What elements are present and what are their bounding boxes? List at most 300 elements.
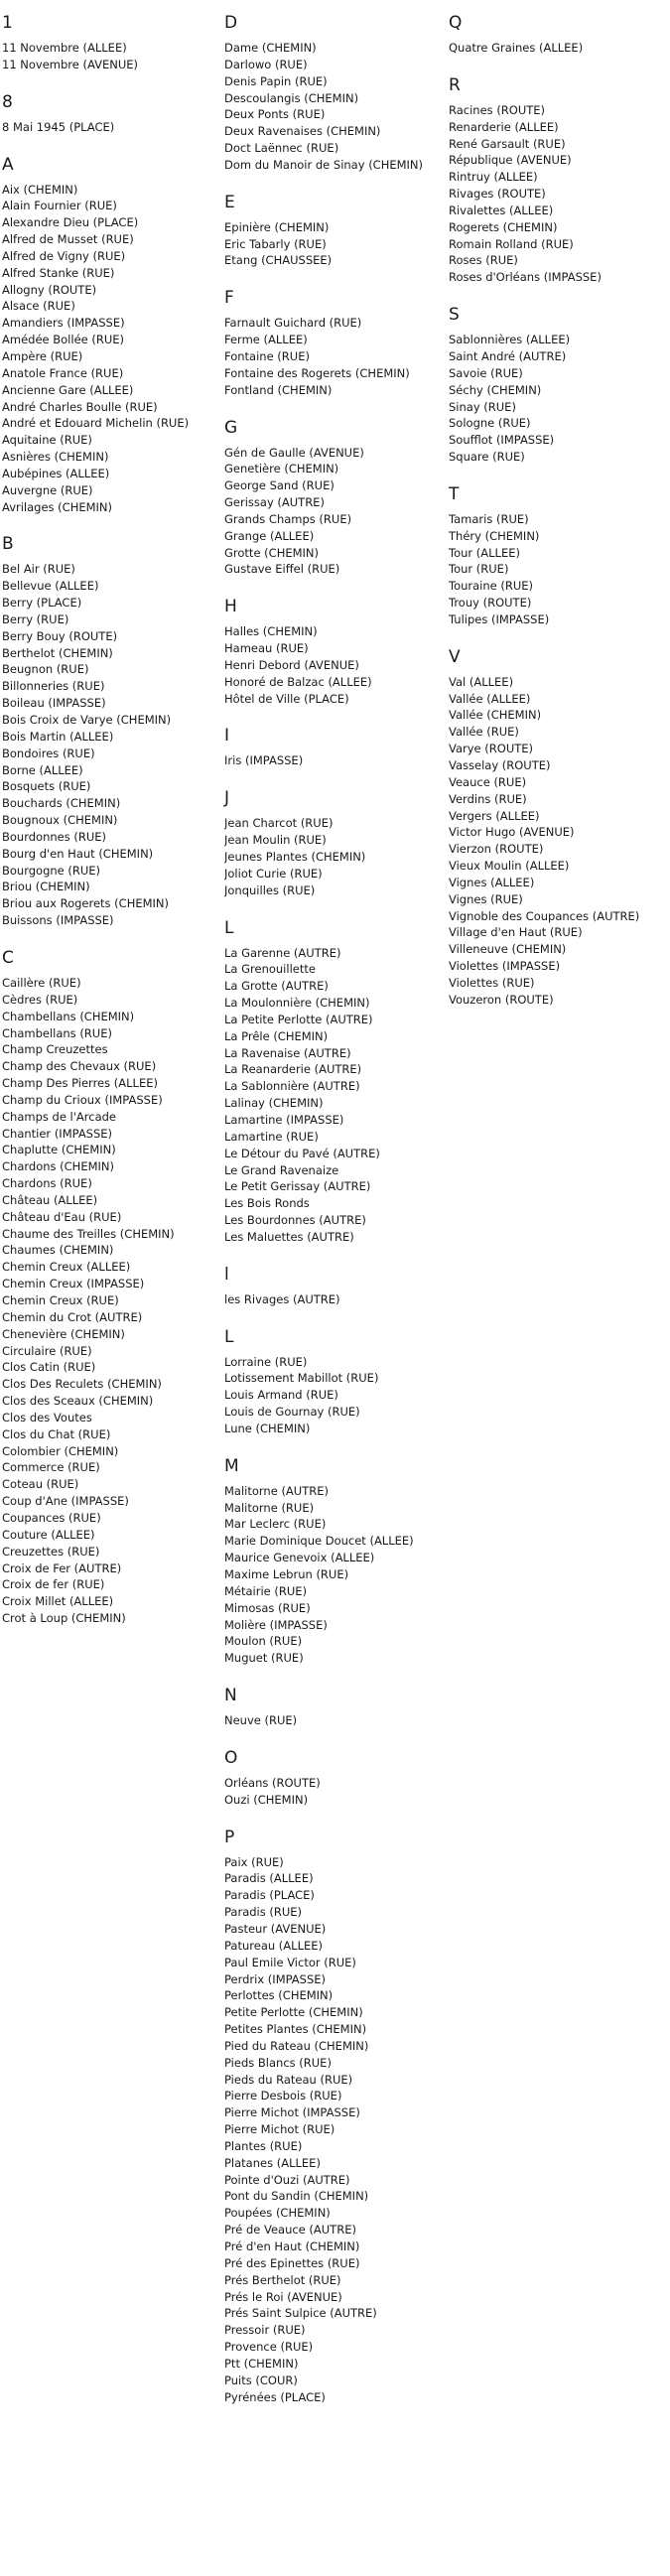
street-entry: Vallée (CHEMIN)	[449, 708, 542, 723]
street-entry: Lune (CHEMIN)	[224, 1421, 311, 1435]
street-entry: Lamartine (RUE)	[224, 1129, 319, 1144]
street-list	[224, 445, 443, 579]
letter-section	[224, 1455, 443, 1667]
section-letter-heading: S	[449, 305, 460, 326]
street-entry: Verdins (RUE)	[449, 791, 527, 806]
street-entry: Pointe d'Ouzi (AUTRE)	[224, 2172, 350, 2187]
street-entry: 11 Novembre (ALLEE)	[2, 41, 127, 55]
street-entry: Chaplutte (CHEMIN)	[2, 1143, 116, 1157]
street-entry: Platanes (ALLEE)	[224, 2155, 321, 2170]
street-entry: Square (RUE)	[449, 450, 525, 465]
letter-section	[224, 1747, 443, 1809]
street-entry: Chaumes (CHEMIN)	[2, 1243, 114, 1258]
street-entry: La Grotte (AUTRE)	[224, 979, 329, 994]
street-entry: Colombier (CHEMIN)	[2, 1443, 119, 1458]
street-entry: Vasselay (ROUTE)	[449, 758, 551, 772]
street-list	[224, 1483, 443, 1667]
street-entry: Gerissay (AUTRE)	[224, 495, 325, 510]
street-entry: Ferme (ALLEE)	[224, 333, 308, 347]
street-entry: Circulaire (RUE)	[2, 1343, 92, 1358]
section-letter-heading: F	[224, 288, 234, 309]
section-letter-heading: V	[449, 646, 461, 667]
street-entry: Violettes (RUE)	[449, 975, 535, 990]
street-entry: Croix Millet (ALLEE)	[2, 1594, 114, 1609]
street-entry: Les Bourdonnes (AUTRE)	[224, 1213, 366, 1228]
street-entry: Clos des Sceaux (CHEMIN)	[2, 1394, 154, 1409]
street-entry: Auvergne (RUE)	[2, 482, 93, 497]
street-entry: Mar Leclerc (RUE)	[224, 1517, 327, 1532]
street-list	[449, 40, 669, 57]
street-list	[224, 1712, 443, 1729]
street-entry: Coupances (RUE)	[2, 1510, 101, 1525]
street-entry: René Garsault (RUE)	[449, 136, 566, 151]
street-entry: Creuzettes (RUE)	[2, 1544, 100, 1559]
street-entry: Le Petit Gerissay (AUTRE)	[224, 1179, 371, 1194]
letter-section	[224, 287, 443, 398]
street-entry: La Reanarderie (AUTRE)	[224, 1062, 362, 1077]
letter-section	[2, 947, 218, 1627]
street-entry: Romain Rolland (RUE)	[449, 236, 574, 251]
street-entry: Briou aux Rogerets (CHEMIN)	[2, 896, 170, 911]
section-letter-heading: P	[224, 1827, 235, 1847]
street-entry: Bois Croix de Varye (CHEMIN)	[2, 713, 172, 727]
street-entry: Avrilages (CHEMIN)	[2, 499, 113, 514]
street-entry: Pierre Michot (IMPASSE)	[224, 2105, 360, 2120]
street-entry: Victor Hugo (AVENUE)	[449, 825, 575, 840]
street-entry: Allogny (ROUTE)	[2, 282, 97, 297]
street-entry: Sablonnières (ALLEE)	[449, 333, 571, 347]
street-entry: Doct Laënnec (RUE)	[224, 141, 339, 156]
street-entry: Epinière (CHEMIN)	[224, 219, 330, 234]
street-entry: Grotte (CHEMIN)	[224, 545, 320, 560]
street-entry: Savoie (RUE)	[449, 365, 523, 380]
street-entry: Lamartine (IMPASSE)	[224, 1112, 344, 1127]
street-entry: Pont du Sandin (CHEMIN)	[224, 2189, 369, 2204]
street-entry: Chemin Creux (ALLEE)	[2, 1260, 131, 1275]
street-entry: Alfred de Vigny (RUE)	[2, 248, 126, 263]
street-entry: La Grenouillette	[224, 962, 316, 977]
street-entry: Aquitaine (RUE)	[2, 433, 92, 448]
street-entry: La Sablonnière (AUTRE)	[224, 1079, 360, 1094]
street-entry: Racines (ROUTE)	[449, 102, 546, 117]
street-entry: Rintruy (ALLEE)	[449, 170, 538, 185]
street-entry: Clos du Chat (RUE)	[2, 1426, 111, 1441]
street-entry: Berry (PLACE)	[2, 596, 82, 610]
street-entry: Métairie (RUE)	[224, 1583, 308, 1598]
street-entry: Farnault Guichard (RUE)	[224, 316, 362, 331]
street-entry: Joliot Curie (RUE)	[224, 866, 323, 881]
street-entry: Buissons (IMPASSE)	[2, 913, 114, 928]
letter-section	[2, 533, 218, 929]
section-letter-heading: D	[224, 13, 238, 33]
street-entry: Chemin Creux (RUE)	[2, 1293, 119, 1307]
street-entry: Vergers (ALLEE)	[449, 808, 540, 823]
letter-section	[224, 596, 443, 707]
street-entry: George Sand (RUE)	[224, 478, 335, 493]
street-list	[2, 182, 218, 516]
street-entry: Muguet (RUE)	[224, 1651, 304, 1666]
letter-section	[224, 417, 443, 579]
street-entry: Vallée (RUE)	[449, 725, 519, 740]
street-entry: Jean Charcot (RUE)	[224, 816, 334, 831]
street-entry: Crot à Loup (CHEMIN)	[2, 1611, 126, 1626]
street-entry: Berry Bouy (ROUTE)	[2, 628, 118, 643]
street-entry: Chambellans (CHEMIN)	[2, 1009, 135, 1023]
street-entry: La Ravenaise (AUTRE)	[224, 1045, 351, 1060]
street-entry: Rivages (ROUTE)	[449, 187, 546, 202]
street-list	[224, 219, 443, 270]
section-letter-heading: I	[224, 726, 230, 746]
street-list	[224, 752, 443, 769]
street-entry: Couture (ALLEE)	[2, 1527, 95, 1542]
street-entry: Violettes (IMPASSE)	[449, 959, 561, 974]
letter-section	[224, 917, 443, 1246]
street-entry: Bourdonnes (RUE)	[2, 829, 107, 844]
street-entry: Genetière (CHEMIN)	[224, 462, 339, 476]
street-entry: Jeunes Plantes (CHEMIN)	[224, 850, 366, 864]
street-entry: Paradis (RUE)	[224, 1905, 303, 1920]
section-letter-heading: J	[224, 788, 230, 809]
street-list	[2, 975, 218, 1627]
street-entry: Neuve (RUE)	[224, 1713, 298, 1728]
street-entry: André Charles Boulle (RUE)	[2, 399, 158, 414]
street-entry: Cèdres (RUE)	[2, 992, 78, 1007]
street-entry: André et Edouard Michelin (RUE)	[2, 416, 190, 431]
street-entry: La Moulonnière (CHEMIN)	[224, 996, 370, 1011]
street-entry: Roses (RUE)	[449, 253, 518, 268]
street-list	[224, 623, 443, 707]
street-entry: Henri Debord (AVENUE)	[224, 657, 359, 672]
street-list	[224, 1354, 443, 1437]
street-entry: Champ des Chevaux (RUE)	[2, 1059, 157, 1074]
street-entry: Chaume des Treilles (CHEMIN)	[2, 1226, 175, 1241]
street-entry: Ancienne Gare (ALLEE)	[2, 382, 134, 397]
street-list	[2, 119, 218, 136]
street-entry: Descoulangis (CHEMIN)	[224, 90, 359, 105]
street-entry: Paix (RUE)	[224, 1854, 284, 1869]
street-entry: Champ Creuzettes	[2, 1042, 108, 1057]
street-entry: Mimosas (RUE)	[224, 1600, 311, 1615]
street-entry: Vignoble des Coupances (AUTRE)	[449, 908, 640, 923]
section-letter-heading: O	[224, 1747, 238, 1768]
street-entry: Bougnoux (CHEMIN)	[2, 813, 118, 828]
street-list	[449, 674, 669, 1009]
street-entry: Croix de Fer (AUTRE)	[2, 1560, 122, 1575]
street-entry: Sologne (RUE)	[449, 416, 531, 431]
letter-section	[449, 483, 669, 628]
street-entry: Paradis (ALLEE)	[224, 1871, 314, 1886]
street-entry: Berry (RUE)	[2, 611, 69, 626]
street-entry: Deux Ravenaises (CHEMIN)	[224, 124, 381, 139]
street-entry: Bosquets (RUE)	[2, 779, 91, 794]
section-letter-heading: R	[449, 74, 461, 95]
street-entry: Marie Dominique Doucet (ALLEE)	[224, 1534, 414, 1549]
street-entry: Fontaine (RUE)	[224, 348, 310, 363]
section-letter-heading: 8	[2, 91, 13, 112]
street-entry: Iris (IMPASSE)	[224, 753, 304, 768]
street-entry: Lotissement Mabillot (RUE)	[224, 1371, 379, 1386]
street-entry: Caillère (RUE)	[2, 975, 81, 990]
street-entry: Soufflot (IMPASSE)	[449, 433, 555, 448]
street-list	[449, 102, 669, 286]
street-entry: Pré de Veauce (AUTRE)	[224, 2223, 356, 2237]
street-entry: Ouzi (CHEMIN)	[224, 1792, 309, 1807]
street-entry: Chardons (CHEMIN)	[2, 1159, 114, 1174]
street-entry: Malitorne (AUTRE)	[224, 1483, 329, 1498]
street-entry: Chemin Creux (IMPASSE)	[2, 1277, 145, 1291]
section-letter-heading: H	[224, 597, 237, 617]
street-entry: Alfred de Musset (RUE)	[2, 232, 134, 247]
street-entry: Asnières (CHEMIN)	[2, 450, 109, 465]
street-entry: Grands Champs (RUE)	[224, 511, 352, 526]
street-entry: Dom du Manoir de Sinay (CHEMIN)	[224, 157, 424, 172]
street-entry: Champ du Crioux (IMPASSE)	[2, 1092, 163, 1107]
street-entry: Paradis (PLACE)	[224, 1888, 315, 1903]
street-entry: Pressoir (RUE)	[224, 2323, 306, 2338]
street-entry: Provence (RUE)	[224, 2340, 314, 2355]
street-entry: Borne (ALLEE)	[2, 762, 83, 777]
section-letter-heading: B	[2, 534, 14, 555]
letter-section	[224, 1326, 443, 1437]
street-entry: Billonneries (RUE)	[2, 679, 105, 694]
street-entry: Clos Catin (RUE)	[2, 1360, 96, 1375]
street-list	[2, 40, 218, 73]
street-entry: Amédée Bollée (RUE)	[2, 333, 125, 347]
letter-section	[224, 12, 443, 174]
street-list	[2, 561, 218, 929]
letter-section	[224, 725, 443, 769]
street-entry: Vallée (ALLEE)	[449, 691, 531, 706]
street-index-column-2	[224, 0, 443, 2423]
street-entry: Touraine (RUE)	[449, 579, 534, 594]
section-letter-heading: T	[449, 483, 460, 504]
street-entry: Poupées (CHEMIN)	[224, 2206, 331, 2221]
street-entry: Théry (CHEMIN)	[449, 528, 540, 543]
street-entry: Village d'en Haut (RUE)	[449, 925, 583, 940]
street-entry: Moulon (RUE)	[224, 1634, 303, 1649]
street-entry: Le Détour du Pavé (AUTRE)	[224, 1146, 380, 1160]
section-letter-heading: N	[224, 1686, 237, 1706]
letter-section	[224, 1264, 443, 1308]
street-list	[224, 945, 443, 1246]
street-entry: Château d'Eau (RUE)	[2, 1209, 122, 1224]
street-entry: Chemin du Crot (AUTRE)	[2, 1309, 143, 1324]
street-list	[449, 511, 669, 628]
street-entry: 11 Novembre (AVENUE)	[2, 57, 139, 71]
street-entry: Grange (ALLEE)	[224, 528, 315, 543]
section-letter-heading: M	[224, 1455, 239, 1476]
street-entry: Deux Ponts (RUE)	[224, 107, 326, 122]
street-index-column-1	[2, 0, 218, 1645]
street-entry: Ampère (RUE)	[2, 348, 83, 363]
street-entry: les Rivages (AUTRE)	[224, 1291, 340, 1306]
street-entry: Alain Fournier (RUE)	[2, 199, 117, 213]
section-letter-heading: Q	[449, 13, 463, 33]
street-entry: Jonquilles (RUE)	[224, 882, 316, 897]
street-entry: Honoré de Balzac (ALLEE)	[224, 674, 372, 689]
street-entry: Chambellans (RUE)	[2, 1025, 112, 1040]
letter-section	[2, 12, 218, 73]
street-entry: Croix de fer (RUE)	[2, 1577, 105, 1592]
street-entry: Molière (IMPASSE)	[224, 1617, 328, 1632]
street-entry: Tulipes (IMPASSE)	[449, 611, 550, 626]
street-entry: Fontaine des Rogerets (CHEMIN)	[224, 365, 410, 380]
street-entry: Villeneuve (CHEMIN)	[449, 942, 567, 957]
street-entry: Aix (CHEMIN)	[2, 182, 78, 197]
letter-section	[224, 1827, 443, 2406]
street-entry: République (AVENUE)	[449, 153, 572, 168]
street-entry: Pierre Desbois (RUE)	[224, 2089, 342, 2103]
street-entry: Puits (COUR)	[224, 2373, 298, 2387]
street-index-column-3	[449, 0, 669, 1026]
street-entry: Bondoires (RUE)	[2, 746, 95, 760]
street-entry: Patureau (ALLEE)	[224, 1938, 323, 1953]
street-entry: Prés Saint Sulpice (AUTRE)	[224, 2306, 377, 2321]
street-entry: Bourgogne (RUE)	[2, 863, 101, 878]
section-letter-heading: 1	[2, 13, 13, 33]
street-entry: Prés le Roi (AVENUE)	[224, 2289, 342, 2304]
street-entry: Perlottes (CHEMIN)	[224, 1988, 334, 2003]
street-entry: Hôtel de Ville (PLACE)	[224, 691, 349, 706]
street-entry: Vignes (ALLEE)	[449, 875, 535, 889]
street-entry: Denis Papin (RUE)	[224, 73, 328, 88]
street-entry: Vieux Moulin (ALLEE)	[449, 859, 570, 874]
street-entry: Champ Des Pierres (ALLEE)	[2, 1076, 158, 1091]
section-letter-heading: L	[224, 1326, 234, 1347]
street-entry: Maxime Lebrun (RUE)	[224, 1567, 349, 1581]
street-entry: Amandiers (IMPASSE)	[2, 316, 125, 331]
street-entry: Bourg d'en Haut (CHEMIN)	[2, 846, 154, 861]
street-entry: Briou (CHEMIN)	[2, 880, 90, 894]
street-entry: Tour (RUE)	[449, 562, 509, 577]
street-entry: Petites Plantes (CHEMIN)	[224, 2022, 367, 2037]
street-entry: Bel Air (RUE)	[2, 562, 75, 577]
street-entry: Dame (CHEMIN)	[224, 41, 317, 55]
section-letter-heading: C	[2, 947, 14, 968]
street-entry: Paul Emile Victor (RUE)	[224, 1955, 356, 1969]
street-entry: Champs de l'Arcade	[2, 1109, 116, 1124]
street-entry: Petite Perlotte (CHEMIN)	[224, 2005, 363, 2020]
street-entry: Alfred Stanke (RUE)	[2, 265, 115, 280]
street-entry: Fontland (CHEMIN)	[224, 382, 333, 397]
street-entry: La Petite Perlotte (AUTRE)	[224, 1012, 373, 1026]
street-entry: Perdrix (IMPASSE)	[224, 1971, 327, 1986]
street-entry: Etang (CHAUSSEE)	[224, 253, 333, 268]
section-letter-heading: G	[224, 417, 238, 438]
street-entry: Pyrénées (PLACE)	[224, 2389, 326, 2404]
street-entry: Bouchards (CHEMIN)	[2, 796, 121, 811]
street-entry: Rivalettes (ALLEE)	[449, 203, 554, 217]
street-entry: Plantes (RUE)	[224, 2138, 303, 2153]
section-letter-heading: E	[224, 192, 235, 212]
street-entry: Halles (CHEMIN)	[224, 624, 318, 639]
street-entry: Pasteur (AVENUE)	[224, 1921, 327, 1936]
street-entry: Pré d'en Haut (CHEMIN)	[224, 2239, 360, 2253]
street-entry: Louis de Gournay (RUE)	[224, 1405, 360, 1420]
letter-section	[2, 154, 218, 516]
street-entry: Vouzeron (ROUTE)	[449, 992, 554, 1007]
street-entry: Renarderie (ALLEE)	[449, 119, 559, 134]
street-entry: Prés Berthelot (RUE)	[224, 2272, 341, 2287]
letter-section	[224, 1685, 443, 1729]
street-entry: Tour (ALLEE)	[449, 545, 520, 560]
section-letter-heading: A	[2, 154, 14, 175]
street-entry: Pieds Blancs (RUE)	[224, 2055, 332, 2070]
street-entry: Pied du Rateau (CHEMIN)	[224, 2038, 369, 2053]
street-entry: La Garenne (AUTRE)	[224, 945, 341, 960]
street-entry: Alsace (RUE)	[2, 299, 75, 314]
street-list	[224, 1775, 443, 1809]
street-entry: Anatole France (RUE)	[2, 365, 124, 380]
street-entry: Aubépines (ALLEE)	[2, 466, 110, 480]
letter-section	[449, 646, 669, 1009]
street-entry: Tamaris (RUE)	[449, 511, 529, 526]
section-letter-heading: l	[224, 1264, 229, 1285]
street-entry: Commerce (RUE)	[2, 1460, 100, 1475]
street-entry: Quatre Graines (ALLEE)	[449, 41, 584, 55]
street-entry: Hameau (RUE)	[224, 641, 309, 656]
street-entry: Les Maluettes (AUTRE)	[224, 1229, 354, 1244]
letter-section	[2, 91, 218, 136]
street-list	[224, 1854, 443, 2406]
street-list	[224, 1291, 443, 1308]
street-entry: Boileau (IMPASSE)	[2, 696, 106, 711]
street-entry: Vignes (RUE)	[449, 891, 523, 906]
street-entry: Château (ALLEE)	[2, 1192, 98, 1207]
street-entry: Veauce (RUE)	[449, 774, 527, 789]
street-entry: Clos Des Reculets (CHEMIN)	[2, 1377, 162, 1392]
street-entry: Darlowo (RUE)	[224, 57, 308, 71]
street-entry: Sinay (RUE)	[449, 399, 516, 414]
street-entry: Louis Armand (RUE)	[224, 1388, 338, 1403]
street-entry: Saint André (AUTRE)	[449, 348, 567, 363]
street-list	[224, 315, 443, 398]
street-entry: Pierre Michot (RUE)	[224, 2122, 335, 2137]
letter-section	[224, 787, 443, 898]
street-entry: 8 Mai 1945 (PLACE)	[2, 119, 115, 134]
street-entry: Beugnon (RUE)	[2, 662, 89, 677]
street-entry: Alexandre Dieu (PLACE)	[2, 215, 139, 230]
street-entry: Gén de Gaulle (AVENUE)	[224, 445, 364, 460]
street-entry: Rogerets (CHEMIN)	[449, 219, 558, 234]
street-entry: Bois Martin (ALLEE)	[2, 729, 114, 744]
letter-section	[224, 192, 443, 270]
street-entry: Clos des Voutes	[2, 1410, 92, 1424]
street-entry: Val (ALLEE)	[449, 674, 514, 689]
letter-section	[449, 12, 669, 57]
street-entry: Lalinay (CHEMIN)	[224, 1096, 324, 1111]
street-entry: Coteau (RUE)	[2, 1477, 79, 1492]
street-entry: Vierzon (ROUTE)	[449, 842, 544, 857]
street-entry: Les Bois Ronds	[224, 1196, 310, 1211]
street-entry: Lorraine (RUE)	[224, 1354, 308, 1369]
street-entry: Chenevière (CHEMIN)	[2, 1326, 125, 1341]
street-entry: Varye (ROUTE)	[449, 742, 534, 756]
street-entry: Gustave Eiffel (RUE)	[224, 562, 340, 577]
street-entry: Pré des Epinettes (RUE)	[224, 2255, 360, 2270]
section-letter-heading: L	[224, 917, 234, 938]
letter-section	[449, 304, 669, 466]
street-entry: Eric Tabarly (RUE)	[224, 236, 327, 251]
street-entry: Ptt (CHEMIN)	[224, 2356, 299, 2371]
street-entry: Berthelot (CHEMIN)	[2, 645, 113, 660]
letter-section	[449, 74, 669, 286]
street-list	[224, 40, 443, 174]
street-entry: Roses d'Orléans (IMPASSE)	[449, 270, 602, 285]
street-entry: Chantier (IMPASSE)	[2, 1126, 113, 1141]
street-entry: Coup d'Ane (IMPASSE)	[2, 1494, 129, 1509]
street-entry: Trouy (ROUTE)	[449, 596, 532, 610]
